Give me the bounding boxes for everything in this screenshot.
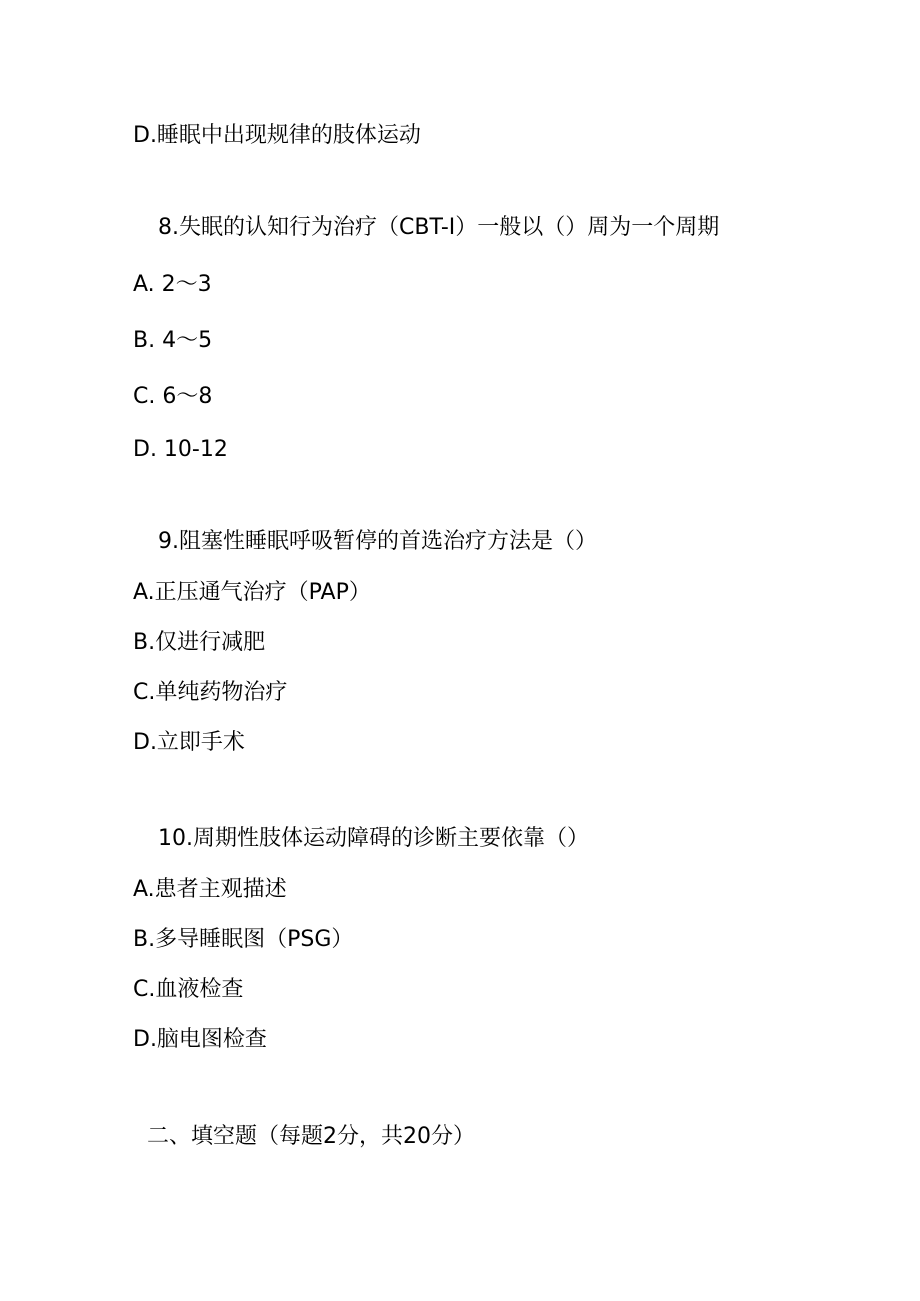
question-10-title: 10.周期性肢体运动障碍的诊断主要依靠（）	[158, 826, 589, 851]
prev-question-option-d: D.睡眠中出现规律的肢体运动	[133, 123, 421, 148]
question-9-title: 9.阻塞性睡眠呼吸暂停的首选治疗方法是（）	[158, 529, 597, 554]
question-8-option-b: B. 4～5	[133, 328, 213, 353]
question-10-option-a: A.患者主观描述	[133, 877, 287, 902]
question-8-option-a: A. 2～3	[133, 272, 212, 297]
question-10-option-d: D.脑电图检查	[133, 1027, 267, 1052]
question-9-option-a: A.正压通气治疗（PAP）	[133, 580, 371, 605]
section-heading: 二、填空题（每题2分，共20分）	[147, 1124, 475, 1149]
question-8-option-d: D. 10-12	[133, 437, 228, 462]
question-9-option-d: D.立即手术	[133, 730, 245, 755]
question-8-option-c: C. 6～8	[133, 384, 213, 409]
question-8-title: 8.失眠的认知行为治疗（CBT-I）一般以（）周为一个周期	[158, 215, 720, 240]
question-9-option-b: B.仅进行减肥	[133, 630, 266, 655]
question-10-option-c: C.血液检查	[133, 977, 244, 1002]
question-10-option-b: B.多导睡眠图（PSG）	[133, 927, 354, 952]
question-9-option-c: C.单纯药物治疗	[133, 680, 288, 705]
